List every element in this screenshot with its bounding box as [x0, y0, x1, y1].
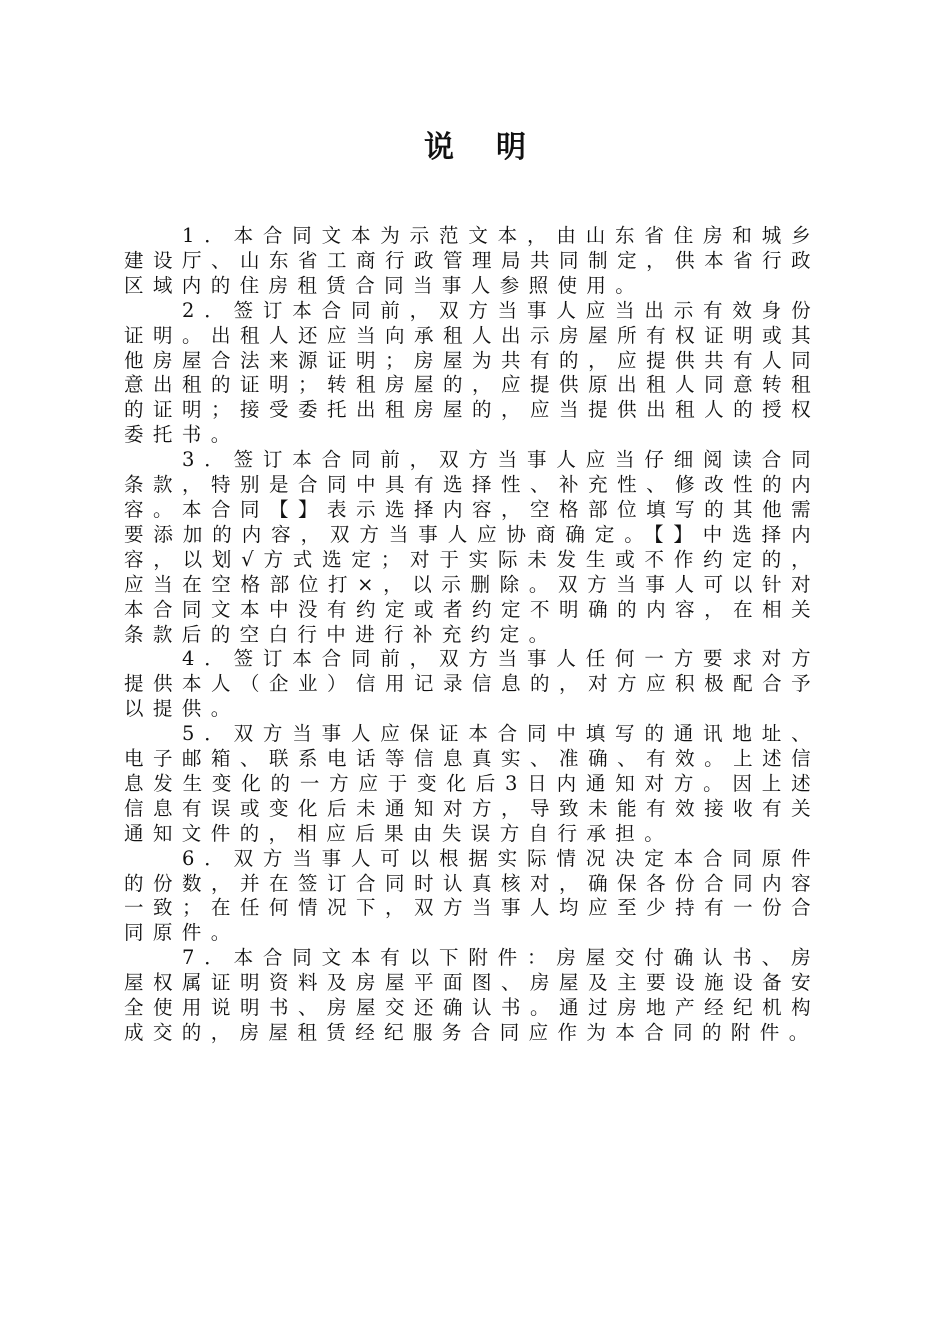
instruction-paragraph-4: 4．签订本合同前，双方当事人任何一方要求对方提供本人（企业）信用记录信息的，对方应积极配合予以提供。 — [124, 647, 820, 721]
instruction-paragraph-2: 2．签订本合同前，双方当事人应当出示有效身份证明。出租人还应当向承租人出示房屋所有权证明或其他房屋合法来源证明；房屋为共有的，应提供共有人同意出租的证明；转租房屋的，应提供原出租人同意转租的证明；接受委托出租房屋的，应当提供出租人的授权委托书。 — [124, 298, 820, 447]
page-title: 说明 — [424, 130, 568, 165]
instruction-paragraph-1: 1．本合同文本为示范文本，由山东省住房和城乡建设厅、山东省工商行政管理局共同制定，供本省行政区域内的住房租赁合同当事人参照使用。 — [124, 224, 820, 297]
instructions-body — [124, 224, 820, 1046]
instruction-paragraph-6: 6．双方当事人可以根据实际情况决定本合同原件的份数，并在签订合同时认真核对，确保各份合同内容一致；在任何情况下，双方当事人均应至少持有一份合同原件。 — [124, 846, 820, 945]
instruction-paragraph-7: 7．本合同文本有以下附件：房屋交付确认书、房屋权属证明资料及房屋平面图、房屋及主要设施设备安全使用说明书、房屋交还确认书。通过房地产经纪机构成交的，房屋租赁经纪服务合同应作为本合同的附件。 — [124, 946, 820, 1044]
instruction-paragraph-5: 5．双方当事人应保证本合同中填写的通讯地址、电子邮箱、联系电话等信息真实、准确、有效。上述信息发生变化的一方应于变化后3日内通知对方。因上述信息有误或变化后未通知对方，导致未能有效接收有关通知文件的，相应后果由失误方自行承担。 — [124, 722, 820, 845]
instruction-paragraph-3: 3．签订本合同前，双方当事人应当仔细阅读合同条款，特别是合同中具有选择性、补充性、修改性的内容。本合同【】表示选择内容，空格部位填写的其他需要添加的内容，双方当事人应协商确定。【】中选择内容，以划√方式选定；对于实际未发生或不作约定的，应当在空格部位打×，以示删除。双方当事人可以针对本合同文本中没有约定或者约定不明确的内容，在相关条款后的空白行中进行补充约定。 — [124, 448, 820, 646]
